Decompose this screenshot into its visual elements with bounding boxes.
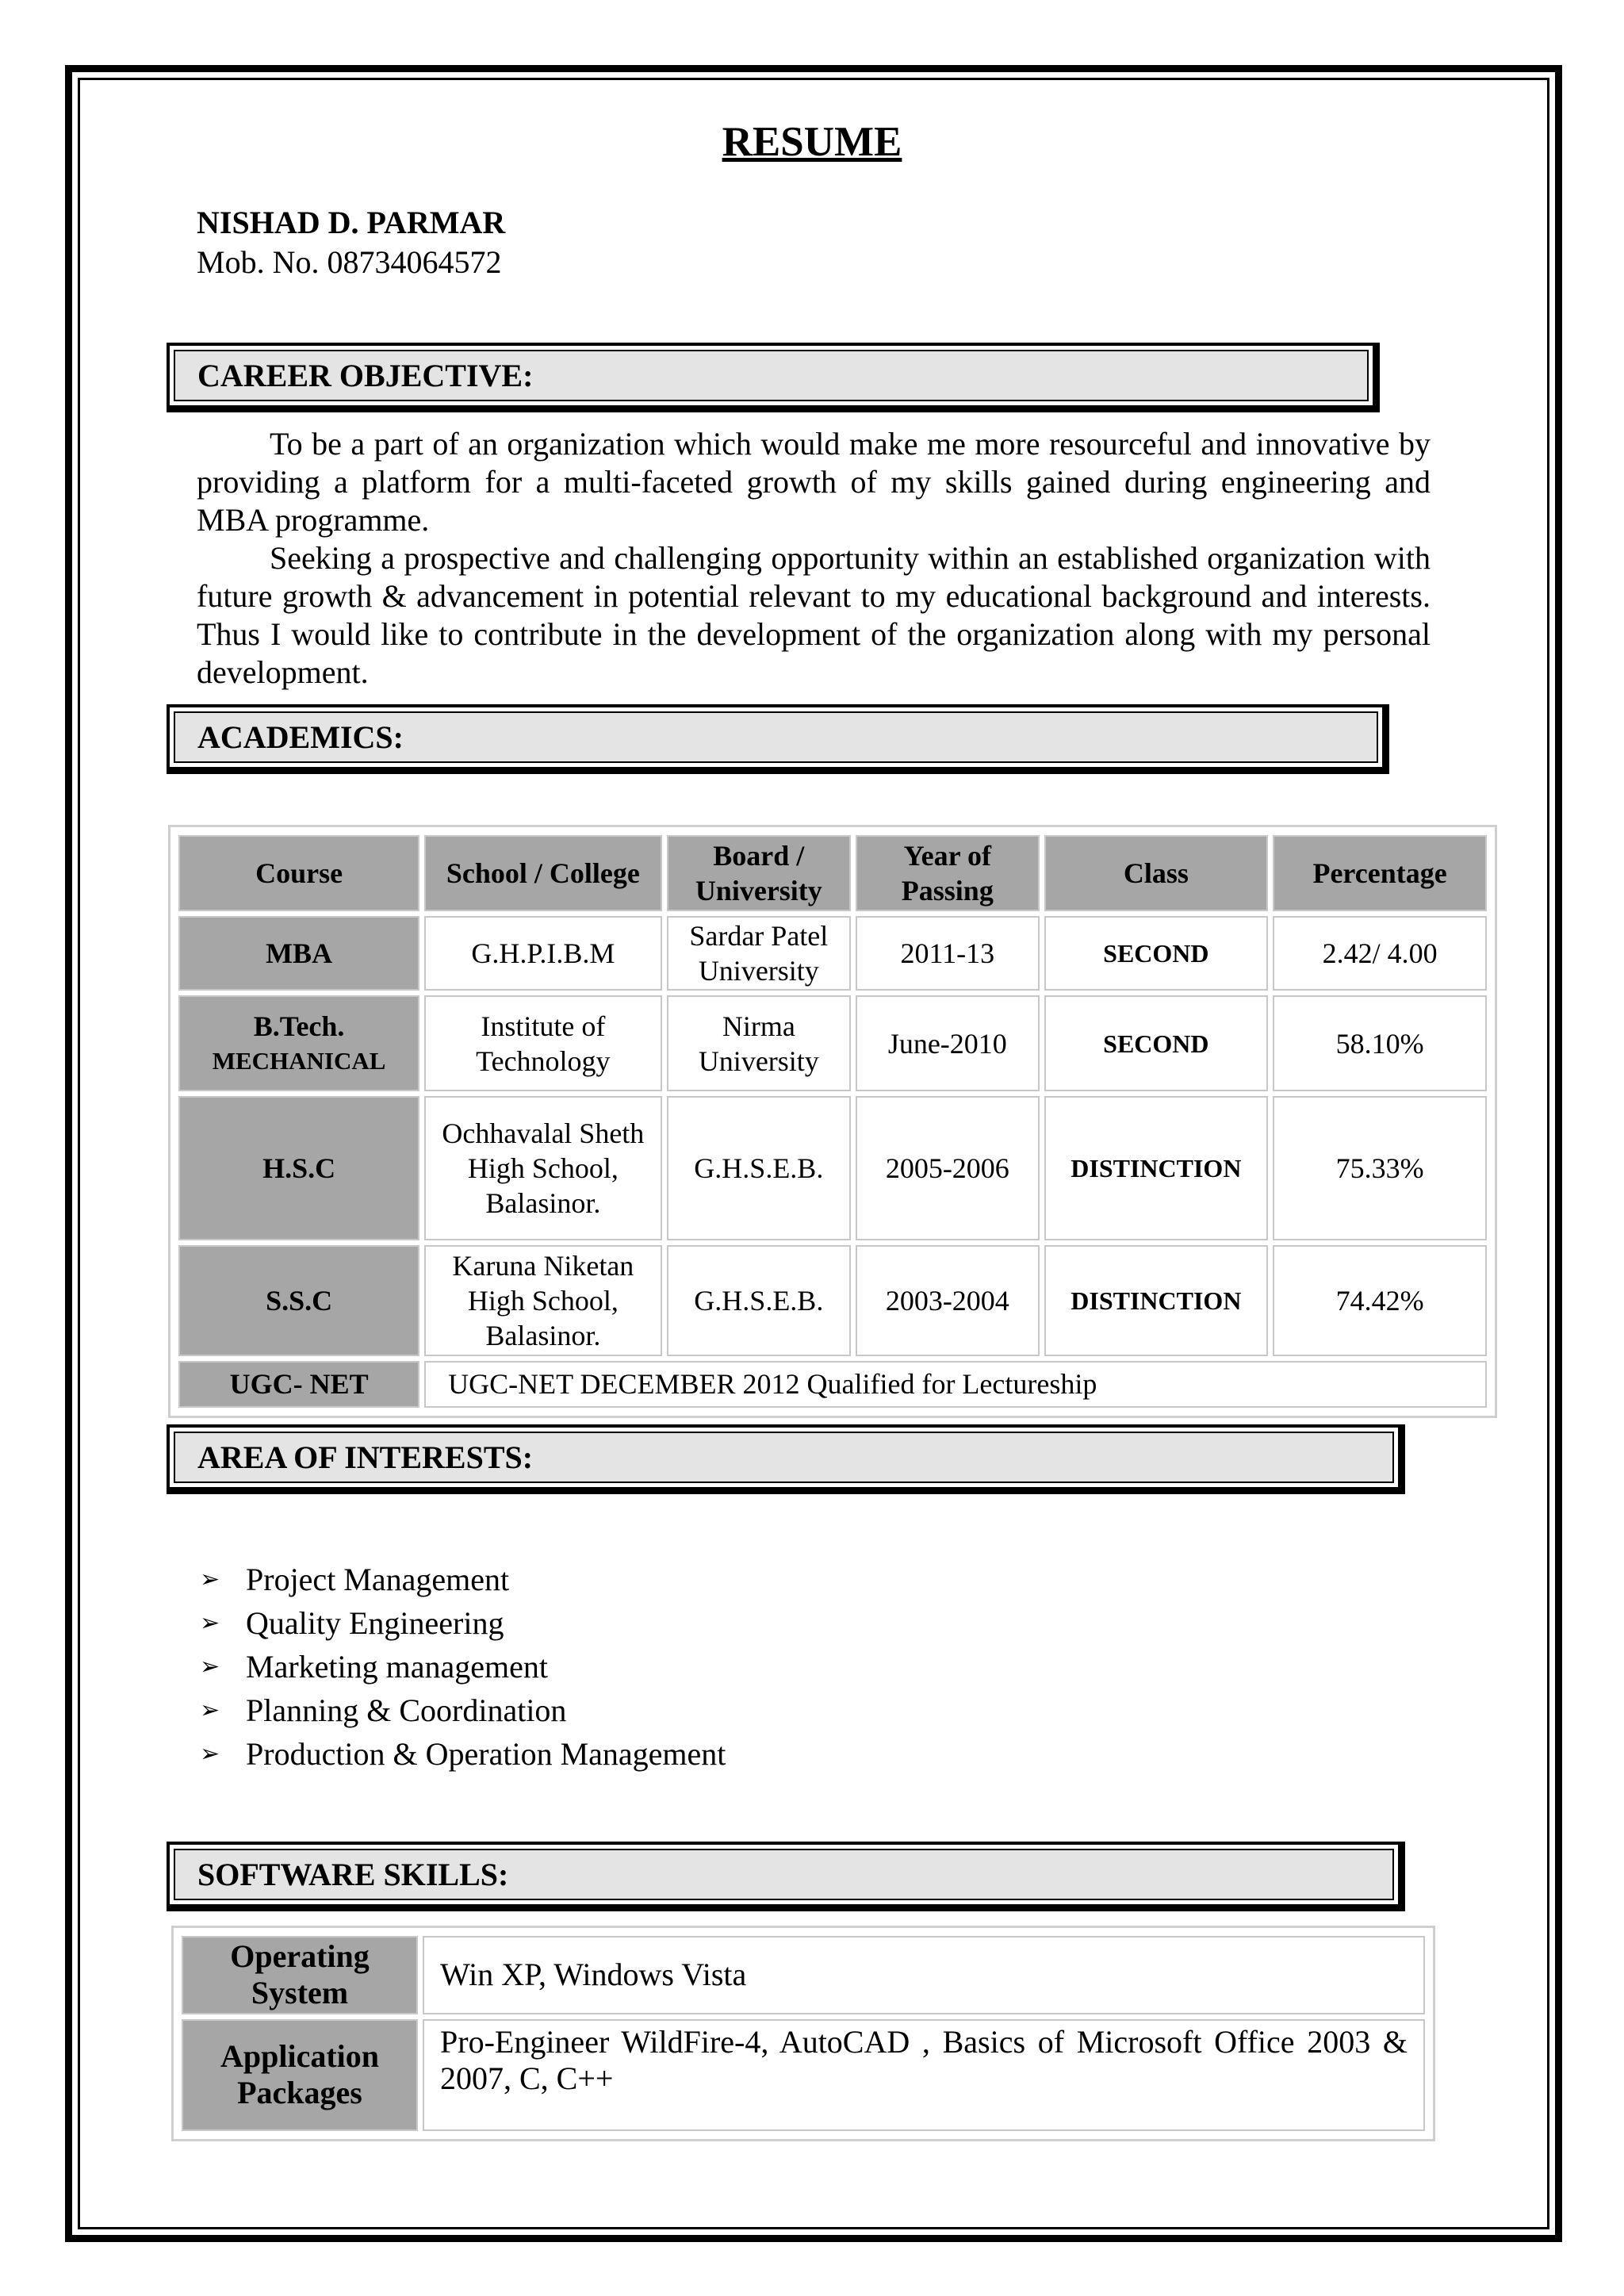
column-header: Year of Passing — [856, 835, 1039, 911]
software-skills-table — [171, 1926, 1435, 2141]
course-cell: UGC- NET — [178, 1361, 419, 1408]
section-title: SOFTWARE SKILLS: — [197, 1857, 509, 1892]
skill-category: Operating System — [182, 1936, 418, 2014]
list-item — [197, 1645, 726, 1688]
percentage-cell: 58.10% — [1273, 995, 1487, 1091]
skill-category: Application Packages — [182, 2019, 418, 2131]
list-item — [197, 1688, 726, 1732]
table-row — [178, 1361, 1487, 1408]
course-cell: S.S.C — [178, 1245, 419, 1355]
class-cell: DISTINCTION — [1044, 1096, 1269, 1240]
percentage-cell: 74.42% — [1273, 1245, 1487, 1355]
section-title: ACADEMICS: — [197, 719, 404, 755]
class-cell: SECOND — [1044, 916, 1269, 991]
section-header-area-of-interests — [167, 1424, 1405, 1494]
course-cell: H.S.C — [178, 1096, 419, 1240]
table-row — [178, 1096, 1487, 1240]
board-cell: Sardar Patel University — [667, 916, 852, 991]
objective-paragraph: To be a part of an organization which would make me more resourceful and innovative by providing a platform for a multi-faceted growth of my skills gained during engineering and MBA programme. — [197, 426, 1431, 538]
list-item — [197, 1601, 726, 1645]
interest-label: Project Management — [246, 1562, 510, 1597]
course-cell — [178, 995, 419, 1091]
list-item — [197, 1558, 726, 1601]
board-cell: G.H.S.E.B. — [667, 1245, 852, 1355]
board-cell: Nirma University — [667, 995, 852, 1091]
skill-value: Win XP, Windows Vista — [423, 1936, 1425, 2014]
board-cell: G.H.S.E.B. — [667, 1096, 852, 1240]
column-header: Course — [178, 835, 419, 911]
class-cell: SECOND — [1044, 995, 1269, 1091]
section-header-software-skills — [167, 1842, 1405, 1911]
arrow-bullet-icon: ➢ — [200, 1740, 220, 1768]
page-title: RESUME — [722, 119, 902, 165]
course-name: B.Tech. — [253, 1010, 345, 1042]
course-cell: MBA — [178, 916, 419, 991]
column-header: Class — [1044, 835, 1269, 911]
interests-list — [197, 1558, 726, 1776]
ugc-net-cell: UGC-NET DECEMBER 2012 Qualified for Lectureship — [424, 1361, 1487, 1408]
interest-label: Marketing management — [246, 1649, 548, 1685]
interest-label: Production & Operation Management — [246, 1736, 726, 1772]
class-cell: DISTINCTION — [1044, 1245, 1269, 1355]
percentage-cell: 2.42/ 4.00 — [1273, 916, 1487, 991]
academics-table — [168, 825, 1497, 1418]
table-row — [178, 1245, 1487, 1355]
column-header: Percentage — [1273, 835, 1487, 911]
year-cell: June-2010 — [856, 995, 1039, 1091]
percentage-cell: 75.33% — [1273, 1096, 1487, 1240]
arrow-bullet-icon: ➢ — [200, 1609, 220, 1637]
school-cell: G.H.P.I.B.M — [424, 916, 661, 991]
arrow-bullet-icon: ➢ — [200, 1696, 220, 1724]
section-title: AREA OF INTERESTS: — [197, 1439, 534, 1475]
table-row — [182, 2019, 1425, 2131]
mobile-number: Mob. No. 08734064572 — [197, 244, 502, 280]
year-cell: 2011-13 — [856, 916, 1039, 991]
column-header: School / College — [424, 835, 661, 911]
table-row — [178, 916, 1487, 991]
year-cell: 2005-2006 — [856, 1096, 1039, 1240]
objective-paragraph: Seeking a prospective and challenging opportunity within an established organization with future growth & advancement in potential relevant to my educational background and interests. Thus I would like to contribute in the development of the organization along with my personal development. — [197, 540, 1431, 690]
section-header-career-objective — [167, 343, 1380, 412]
skill-value: Pro-Engineer WildFire-4, AutoCAD , Basics of Microsoft Office 2003 & 2007, C, C++ — [423, 2019, 1425, 2131]
table-row — [178, 995, 1487, 1091]
list-item — [197, 1732, 726, 1776]
arrow-bullet-icon: ➢ — [200, 1566, 220, 1593]
school-cell: Karuna Niketan High School, Balasinor. — [424, 1245, 661, 1355]
interest-label: Planning & Coordination — [246, 1692, 567, 1728]
school-cell: Ochhavalal Sheth High School, Balasinor. — [424, 1096, 661, 1240]
table-row — [182, 1936, 1425, 2014]
section-header-academics — [167, 704, 1389, 774]
column-header: Board / University — [667, 835, 852, 911]
school-cell: Institute of Technology — [424, 995, 661, 1091]
interest-label: Quality Engineering — [246, 1605, 504, 1641]
course-specialization: MECHANICAL — [212, 1046, 386, 1075]
section-title: CAREER OBJECTIVE: — [197, 358, 534, 393]
year-cell: 2003-2004 — [856, 1245, 1039, 1355]
candidate-name: NISHAD D. PARMAR — [197, 205, 506, 240]
table-header-row — [178, 835, 1487, 911]
arrow-bullet-icon: ➢ — [200, 1653, 220, 1681]
career-objective-text — [197, 425, 1431, 692]
